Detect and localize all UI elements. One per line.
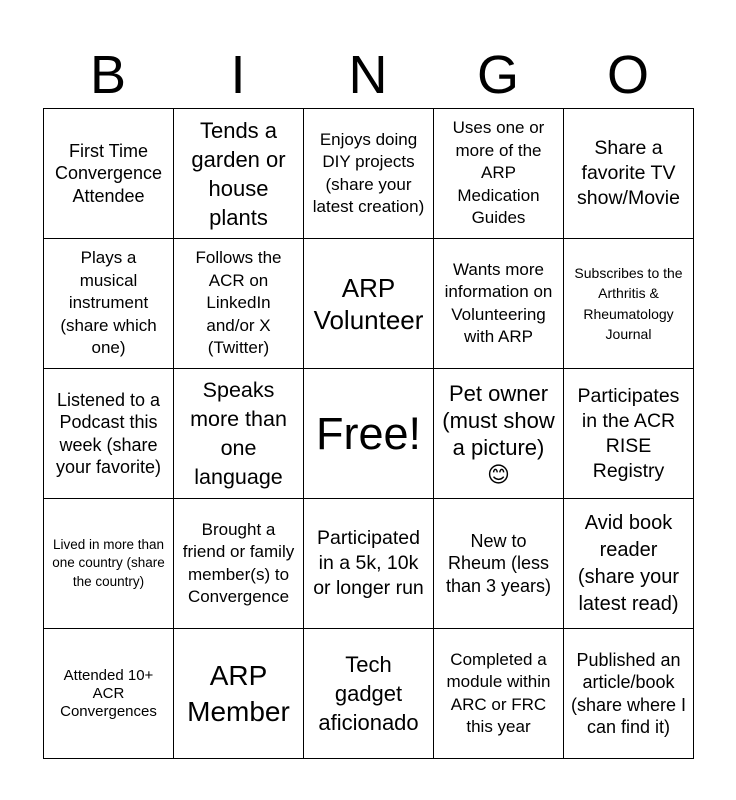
cell-text: Tech gadget aficionado [318, 652, 419, 735]
cell-text: Brought a friend or family member(s) to Convergence [182, 519, 295, 606]
cell-text: Listened to a Podcast this week (share your favorite) [55, 389, 162, 477]
bingo-cell[interactable] [434, 109, 564, 239]
bingo-cell[interactable] [304, 109, 434, 239]
cell-text: Uses one or more of the ARP Medication Guides [452, 118, 545, 228]
bingo-cell[interactable] [174, 499, 304, 629]
cell-text: ARP Volunteer [313, 272, 424, 335]
bingo-cell[interactable] [564, 499, 694, 629]
bingo-cell[interactable] [304, 369, 434, 499]
cell-text: Pet owner (must show a picture) 😊 [442, 380, 555, 487]
cell-text: Enjoys doing DIY projects (share your latest creation) [312, 129, 425, 216]
cell-text: Attended 10+ ACR Convergences [60, 666, 157, 720]
cell-text: Subscribes to the Arthritis & Rheumatology Journal [574, 264, 683, 342]
bingo-cell[interactable] [304, 499, 434, 629]
bingo-grid [43, 108, 694, 759]
cell-text: Published an article/book (share where I can find it) [570, 649, 687, 737]
bingo-cell[interactable] [434, 369, 564, 499]
cell-text: Lived in more than one country (share the country) [52, 536, 165, 589]
bingo-cell[interactable] [564, 109, 694, 239]
bingo-cell[interactable] [174, 239, 304, 369]
cell-text: Avid book reader (share your latest read) [577, 511, 680, 615]
cell-text: Speaks more than one language [190, 377, 287, 489]
free-space-text: Free! [315, 407, 422, 459]
bingo-cell[interactable] [304, 239, 434, 369]
bingo-cell[interactable] [44, 109, 174, 239]
bingo-cell[interactable] [44, 499, 174, 629]
cell-text: Tends a garden or house plants [191, 117, 286, 230]
cell-text: Participates in the ACR RISE Registry [577, 384, 680, 482]
cell-text: Completed a module within ARC or FRC this year [446, 649, 551, 736]
bingo-cell[interactable] [434, 499, 564, 629]
bingo-cell[interactable] [44, 239, 174, 369]
cell-text: Plays a musical instrument (share which one) [60, 248, 157, 358]
bingo-cell[interactable] [174, 369, 304, 499]
header-letter-o: O [606, 45, 649, 105]
cell-text: New to Rheum (less than 3 years) [445, 530, 552, 596]
bingo-cell[interactable] [564, 239, 694, 369]
header-letter-b: B [89, 45, 127, 105]
bingo-cell[interactable] [44, 369, 174, 499]
bingo-cell[interactable] [434, 239, 564, 369]
cell-text: Share a favorite TV show/Movie [577, 137, 680, 209]
cell-text: ARP Member [187, 659, 290, 727]
bingo-cell[interactable] [44, 629, 174, 759]
cell-text: Participated in a 5k, 10k or longer run [313, 527, 424, 599]
bingo-cell[interactable] [304, 629, 434, 759]
bingo-cell[interactable] [564, 369, 694, 499]
bingo-cell[interactable] [564, 629, 694, 759]
bingo-cell[interactable] [174, 109, 304, 239]
cell-text: Wants more information on Volunteering with ARP [444, 259, 553, 346]
bingo-cell[interactable] [434, 629, 564, 759]
cell-text: Follows the ACR on LinkedIn and/or X (Twitter) [195, 248, 282, 358]
header-letter-n: N [348, 45, 388, 105]
header-letter-i: I [230, 45, 246, 105]
bingo-cell[interactable] [174, 629, 304, 759]
bingo-header [43, 42, 693, 108]
header-letter-g: G [476, 45, 519, 105]
cell-text: First Time Convergence Attendee [54, 140, 163, 206]
